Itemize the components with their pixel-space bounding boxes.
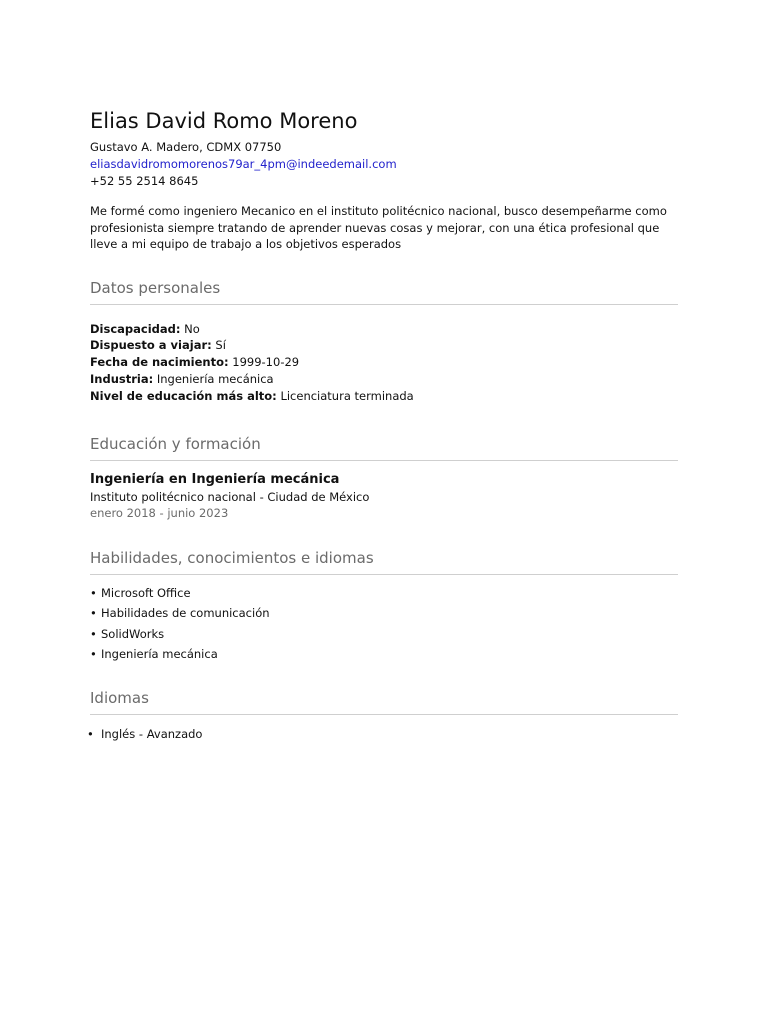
- detail-education-level: [90, 388, 678, 405]
- detail-label: Fecha de nacimiento:: [90, 355, 229, 370]
- section-title-skills: Habilidades, conocimientos e idiomas: [90, 548, 678, 575]
- address: Gustavo A. Madero, CDMX 07750: [90, 140, 282, 154]
- personal-details: [90, 321, 678, 406]
- section-title-languages: Idiomas: [90, 688, 678, 715]
- detail-birthdate: [90, 354, 678, 371]
- bullet-icon: •: [90, 586, 97, 601]
- education-dates: enero 2018 - junio 2023: [90, 506, 229, 521]
- detail-label: Nivel de educación más alto:: [90, 389, 277, 404]
- section-title-personal: Datos personales: [90, 278, 678, 305]
- degree-title: Ingeniería en Ingeniería mecánica: [90, 472, 340, 488]
- bullet-icon: •: [90, 606, 97, 621]
- list-item: [90, 644, 678, 664]
- language-label: Inglés - Avanzado: [101, 727, 203, 742]
- list-item: [90, 603, 678, 623]
- skill-label: SolidWorks: [101, 626, 165, 641]
- education-entry: [90, 471, 678, 522]
- section-title-education: Educación y formación: [90, 434, 678, 461]
- candidate-name: Elias David Romo Moreno: [90, 109, 358, 133]
- detail-label: Dispuesto a viajar:: [90, 338, 212, 353]
- detail-value: Ingeniería mecánica: [156, 372, 274, 387]
- detail-travel: [90, 337, 678, 354]
- skill-label: Microsoft Office: [101, 586, 191, 601]
- summary-paragraph: Me formé como ingeniero Mecanico en el instituto politécnico nacional, busco desempeñarme como profesionista siempre tratando de aprender nuevas cosas y mejorar, con una ética profesional que lleve a mi equipo de trabajo a los objetivos esperados: [90, 204, 667, 251]
- skill-label: Habilidades de comunicación: [101, 606, 270, 621]
- detail-disability: [90, 321, 678, 338]
- institution: Instituto politécnico nacional - Ciudad de México: [90, 490, 370, 505]
- email-link[interactable]: eliasdavidromomorenos79ar_4pm@indeedemail.com: [90, 157, 397, 171]
- detail-label: Discapacidad:: [90, 321, 181, 336]
- skills-section: [90, 548, 678, 664]
- resume-content: [87, 106, 678, 743]
- skill-label: Ingeniería mecánica: [101, 646, 218, 661]
- detail-value: 1999-10-29: [232, 355, 300, 370]
- detail-label: Industria:: [90, 372, 154, 387]
- personal-data-section: [90, 278, 678, 406]
- education-section: [90, 434, 678, 522]
- detail-value: Sí: [215, 338, 226, 353]
- bullet-icon: •: [90, 646, 97, 661]
- detail-industry: [90, 371, 678, 388]
- list-item: [87, 725, 678, 743]
- bullet-icon: •: [90, 626, 97, 641]
- bullet-icon: •: [87, 727, 94, 742]
- languages-list: [87, 725, 678, 743]
- list-item: [90, 583, 678, 603]
- detail-value: No: [184, 321, 200, 336]
- languages-section: [87, 688, 678, 743]
- detail-value: Licenciatura terminada: [280, 389, 414, 404]
- skills-list: [90, 583, 678, 664]
- list-item: [90, 624, 678, 644]
- phone: +52 55 2514 8645: [90, 174, 199, 188]
